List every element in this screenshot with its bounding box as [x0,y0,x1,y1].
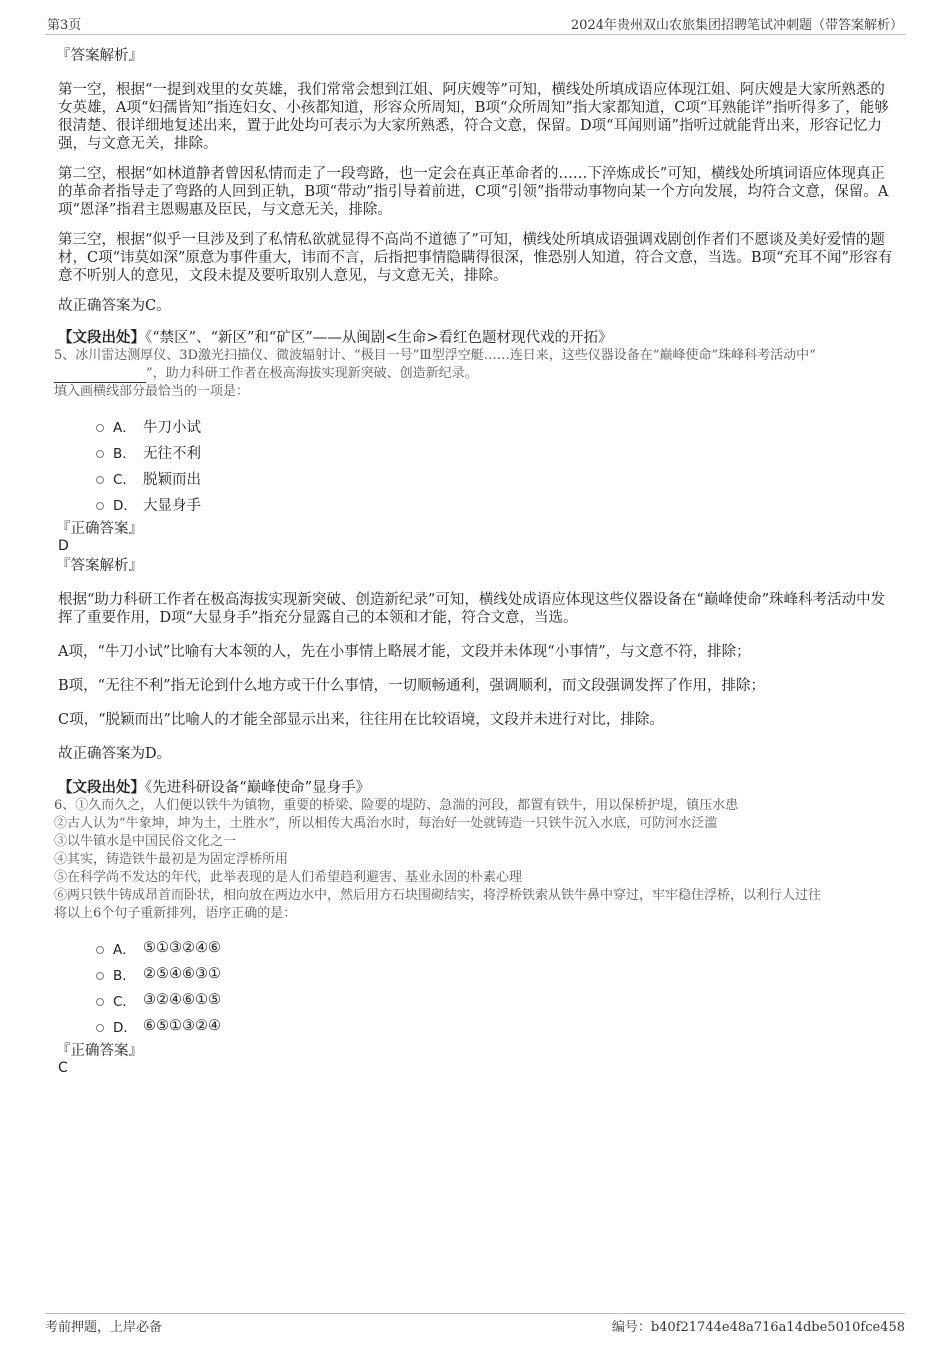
radio-icon[interactable] [96,1024,104,1032]
analysis-conclusion: 故正确答案为D。 [58,746,172,762]
radio-icon[interactable] [96,972,104,980]
document-id: 编号：b40f21744e48a716a14dbe5010fce458 [611,1320,905,1335]
source-label: 【文段出处】 [58,329,145,346]
question-5-prompt: 填入画横线部分最恰当的一项是： [54,384,250,399]
analysis-paragraph-4: C项，“脱颖而出”比喻人的才能全部显示出来，往往用在比较语境，文段并未进行对比，排除。 [58,712,664,728]
analysis-paragraph-2: 第二空，根据“如林道静者曾因私情而走了一段弯路，也一定会在真正革命者的……下淬炼成长”可知，横线处所填词语应体现真正的革命者指导走了弯路的人回到正轨，B项“带动”指引导着前进，C项“引领”指带动事物向某一个方向发展，均符合文意，保留。A项“恩泽”指君主恩赐惠及臣民，与文意无关，排除。 [58,166,889,218]
answer-blank [54,369,146,383]
analysis-paragraph-3: 第三空，根据“似乎一旦涉及到了私情私欲就显得不高尚不道德了”可知，横线处所填成语强调戏剧创作者们不愿谈及美好爱情的题材，C项“讳莫如深”原意为事件重大，讳而不言，后指把事情隐瞒得很深，惟恐别人知道，符合文意，当选。B项“充耳不闻”形容有意不听别人的意见，文段未提及要听取别人意见，与文意无关，排除。 [58,232,893,284]
page-footer [45,1313,905,1335]
question-6-sentence-5: ⑤在科学尚不发达的年代，此举表现的是人们希望趋利避害、基业永固的朴素心理 [54,870,523,885]
analysis-paragraph-2: A项，“牛刀小试”比喻有大本领的人，先在小事情上略展才能，文段并未体现“小事情”，与文意不符，排除； [58,644,751,660]
option-c[interactable]: C． ③②④⑥①⑤ [96,987,898,1013]
radio-icon[interactable] [96,476,104,484]
question-6-sentence-6: ⑥两只铁牛铸成昂首而卧状，相向放在两边水中，然后用方石块围砌结实，将浮桥铁索从铁牛鼻中穿过，牢牢稳住浮桥，以利行人过往 [54,888,822,903]
source-text: 《先进科研设备“巅峰使命”显身手》 [145,780,371,796]
question-5-stem [54,347,898,383]
page-number: 第3页 [47,18,82,33]
analysis-paragraph-1: 第一空，根据“一提到戏里的女英雄，我们常常会想到江姐、阿庆嫂等”可知，横线处所填成语应体现江姐、阿庆嫂是大家所熟悉的女英雄，A项“妇孺皆知”指连妇女、小孩都知道，形容众所周知，B项“众所周知”指大家都知道，C项“耳熟能详”指听得多了，能够很清楚、很详细地复述出来，置于此处均可表示为大家所熟悉，符合文意，保留。D项“耳闻则诵”指听过就能背出来，形容记忆力强，与文意无关，排除。 [58,82,889,152]
question-6-sentence-4: ④其实，铸造铁牛最初是为固定浮桥所用 [54,852,289,867]
radio-icon[interactable] [96,424,104,432]
radio-icon[interactable] [96,946,104,954]
page-header [45,12,905,35]
correct-answer: D [58,538,69,554]
question-6-prompt: 将以上6个句子重新排列，语序正确的是： [54,906,297,921]
analysis-paragraph-1: 根据“助力科研工作者在极高海拔实现新突破、创造新纪录”可知，横线处成语应体现这些仪器设备在“巅峰使命”珠峰科考活动中发挥了重要作用，D项“大显身手”指充分显露自己的本领和才能，符合文意，当选。 [58,592,886,626]
option-b[interactable]: B． 无往不利 [96,439,898,465]
footer-slogan: 考前押题，上岸必备 [45,1320,163,1335]
question-6-sentence-1: 6、①久而久之，人们便以铁牛为镇物，重要的桥梁、险要的堤防、急湍的河段，都置有铁牛，用以保桥护堤，镇压水患 [54,798,739,813]
question-5-stem-part1: 5、冰川雷达测厚仪、3D激光扫描仪、微波辐射计、“极目一号”Ⅲ型浮空艇……连日来，这些仪器设备在“巅峰使命”珠峰科考活动中“ [54,348,816,363]
option-d[interactable]: D． ⑥⑤①③②④ [96,1013,898,1039]
option-b[interactable]: B． ②⑤④⑥③① [96,961,898,987]
analysis-conclusion: 故正确答案为C。 [58,298,171,314]
document-title: 2024年贵州双山农旅集团招聘笔试冲刺题（带答案解析） [570,18,903,33]
question-6-sentence-2: ②古人认为“牛象坤，坤为土，土胜水”，所以相传大禹治水时，每治好一处就铸造一只铁牛沉入水底，可防河水泛滥 [54,816,718,831]
correct-answer-label: 『正确答案』 [56,521,143,537]
correct-answer-label: 『正确答案』 [56,1043,143,1059]
question-5-options [96,413,898,517]
analysis-label: 『答案解析』 [56,48,143,64]
question-6-options [96,935,898,1039]
radio-icon[interactable] [96,998,104,1006]
analysis-label: 『答案解析』 [56,558,143,574]
question-5-stem-part2: ”，助力科研工作者在极高海拔实现新突破、创造新纪录。 [146,366,478,381]
option-a[interactable]: A． 牛刀小试 [96,413,898,439]
source-label: 【文段出处】 [58,779,145,796]
source-citation [58,779,898,797]
option-c[interactable]: C． 脱颖而出 [96,465,898,491]
source-citation [58,329,898,347]
radio-icon[interactable] [96,450,104,458]
correct-answer: C [58,1060,68,1076]
analysis-paragraph-3: B项，“无往不利”指无论到什么地方或干什么事情，一切顺畅通利，强调顺利，而文段强调发挥了作用，排除； [58,678,765,694]
option-d[interactable]: D． 大显身手 [96,491,898,517]
question-6-sentence-3: ③以牛镇水是中国民俗文化之一 [54,834,237,849]
option-a[interactable]: A． ⑤①③②④⑥ [96,935,898,961]
source-text: 《“禁区”、“新区”和“矿区”——从闽剧<生命>看红色题材现代戏的开拓》 [145,330,613,346]
radio-icon[interactable] [96,502,104,510]
page-content [54,44,898,1076]
